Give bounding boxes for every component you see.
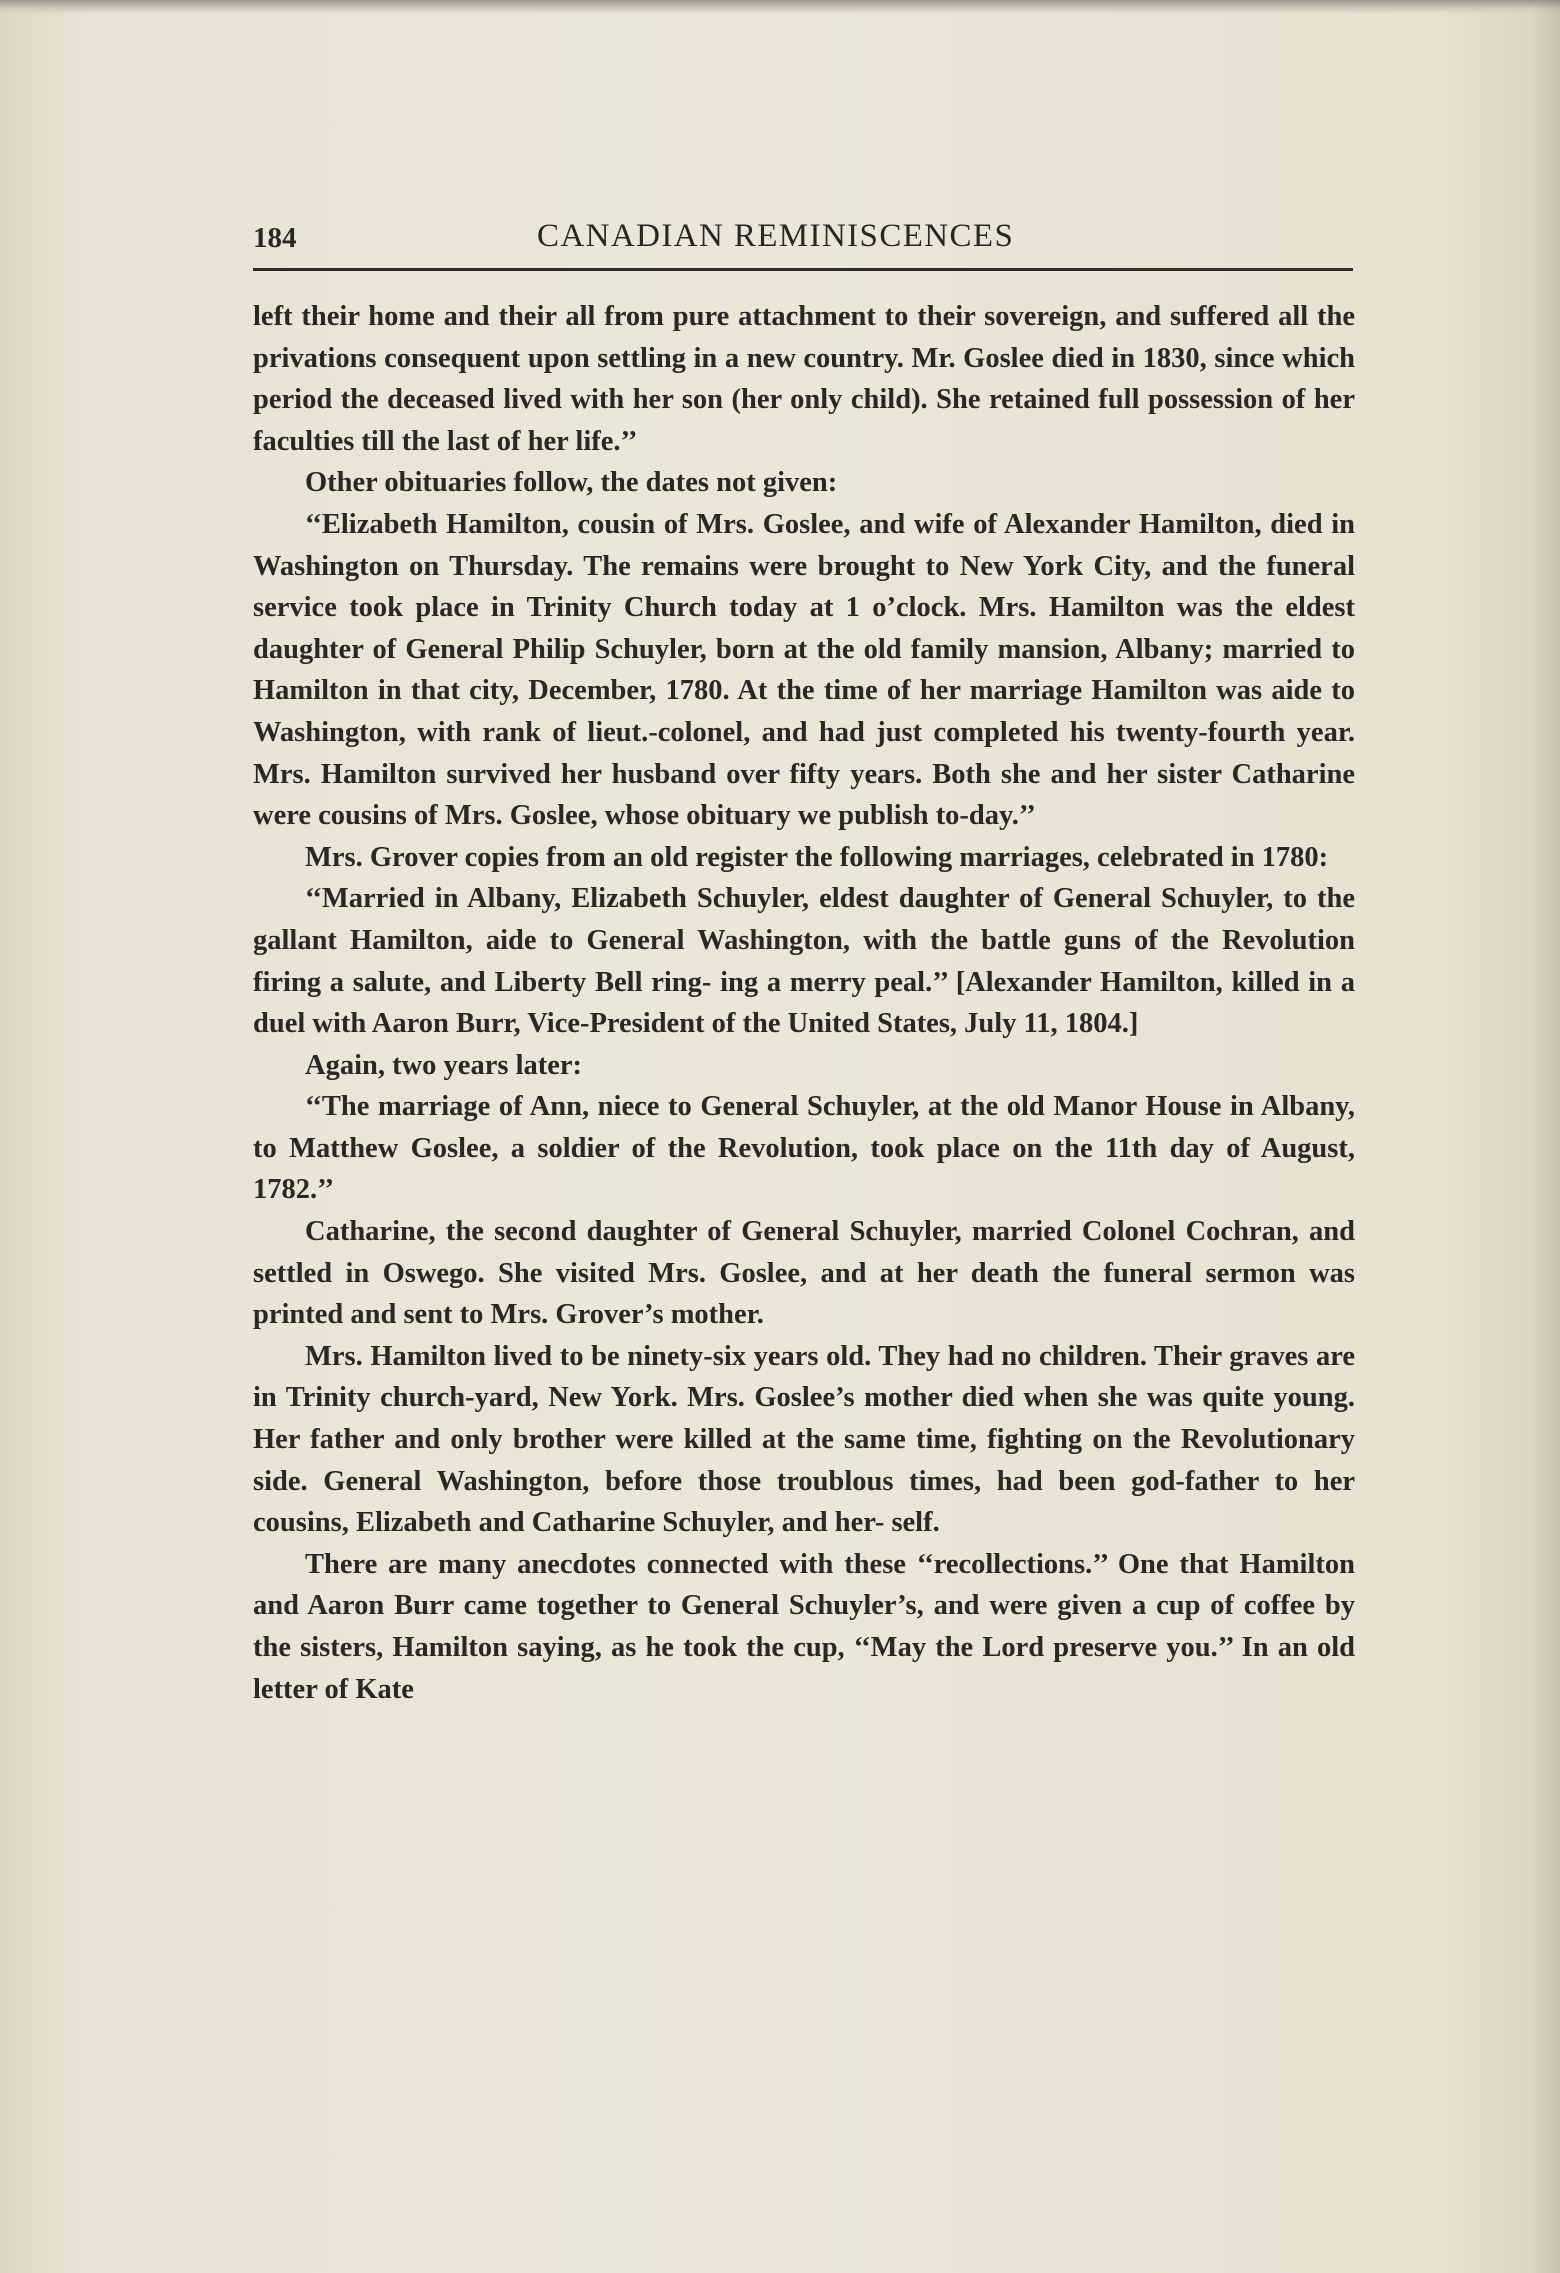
paragraph-4: Mrs. Grover copies from an old register the following marriages, celebrated in 1780: xyxy=(305,841,1329,873)
paragraph-8: Catharine, the second daughter of General Schuyler, married Colonel Cochran, and settled in Oswego. She visited Mrs. Goslee, and at her death the funeral sermon was printed and sent to Mrs. Grover’s mother. xyxy=(253,1216,1355,1331)
paragraph-6: Again, two years later: xyxy=(305,1049,583,1081)
running-title: CANADIAN REMINISCENCES xyxy=(537,218,1015,254)
paragraph-9: Mrs. Hamilton lived to be ninety-six years old. They had no children. Their graves are in Trinity church-yard, New York. Mrs. Goslee’s mother died when she was quite young. Her father and only brother were killed at the same time, fighting on the Revolutionary side. General Washington, before those troublous times, had been god-father to her cousins, Elizabeth and Catharine Schuyler, and her- self. xyxy=(253,1340,1355,1539)
paragraph-2: Other obituaries follow, the dates not given: xyxy=(305,467,838,499)
body-text xyxy=(253,296,1355,1710)
page-number: 184 xyxy=(253,222,297,254)
page-right-shadow xyxy=(1532,0,1560,2273)
paragraph-1: left their home and their all from pure attachment to their sovereign, and suffered all the privations consequent upon settling in a new country. Mr. Goslee died in 1830, since which period the deceased lived with her son (her only child). She retained full possession of her faculties till the last of her life.’’ xyxy=(253,301,1355,457)
paragraph-10: There are many anecdotes connected with these ‘‘recollections.’’ One that Hamilton and Aaron Burr came together to General Schuyler’s, and were given a cup of coffee by the sisters, Hamilton saying, as he took the cup, ‘‘May the Lord preserve you.’’ In an old letter of Kate xyxy=(253,1548,1355,1705)
paragraph-7: ‘‘The marriage of Ann, niece to General Schuyler, at the old Manor House in Albany, to Matthew Goslee, a soldier of the Revolution, took place on the 11th day of August, 1782.’’ xyxy=(253,1091,1355,1206)
paragraph-5: ‘‘Married in Albany, Elizabeth Schuyler, eldest daughter of General Schuyler, to the gallant Hamilton, aide to General Washington, with the battle guns of the Revolution firing a salute, and Liberty Bell ring- ing a merry peal.’’ [Alexander Hamilton, killed in a duel with Aaron Burr, Vice-President of the United States, July 11, 1804.] xyxy=(253,883,1355,1040)
page-header xyxy=(253,218,1353,274)
paragraph-3: ‘‘Elizabeth Hamilton, cousin of Mrs. Goslee, and wife of Alexander Hamilton, died in Washington on Thursday. The remains were brought to New York City, and the funeral service took place in Trinity Church today at 1 o’clock. Mrs. Hamilton was the eldest daughter of General Philip Schuyler, born at the old family mansion, Albany; married to Hamilton in that city, December, 1780. At the time of her marriage Hamilton was aide to Washington, with rank of lieut.-colonel, and had just completed his twenty-fourth year. Mrs. Hamilton survived her husband over fifty years. Both she and her sister Catharine were cousins of Mrs. Goslee, whose obituary we publish to-day.’’ xyxy=(253,508,1355,832)
header-rule xyxy=(253,268,1353,271)
page-top-edge xyxy=(0,0,1560,14)
